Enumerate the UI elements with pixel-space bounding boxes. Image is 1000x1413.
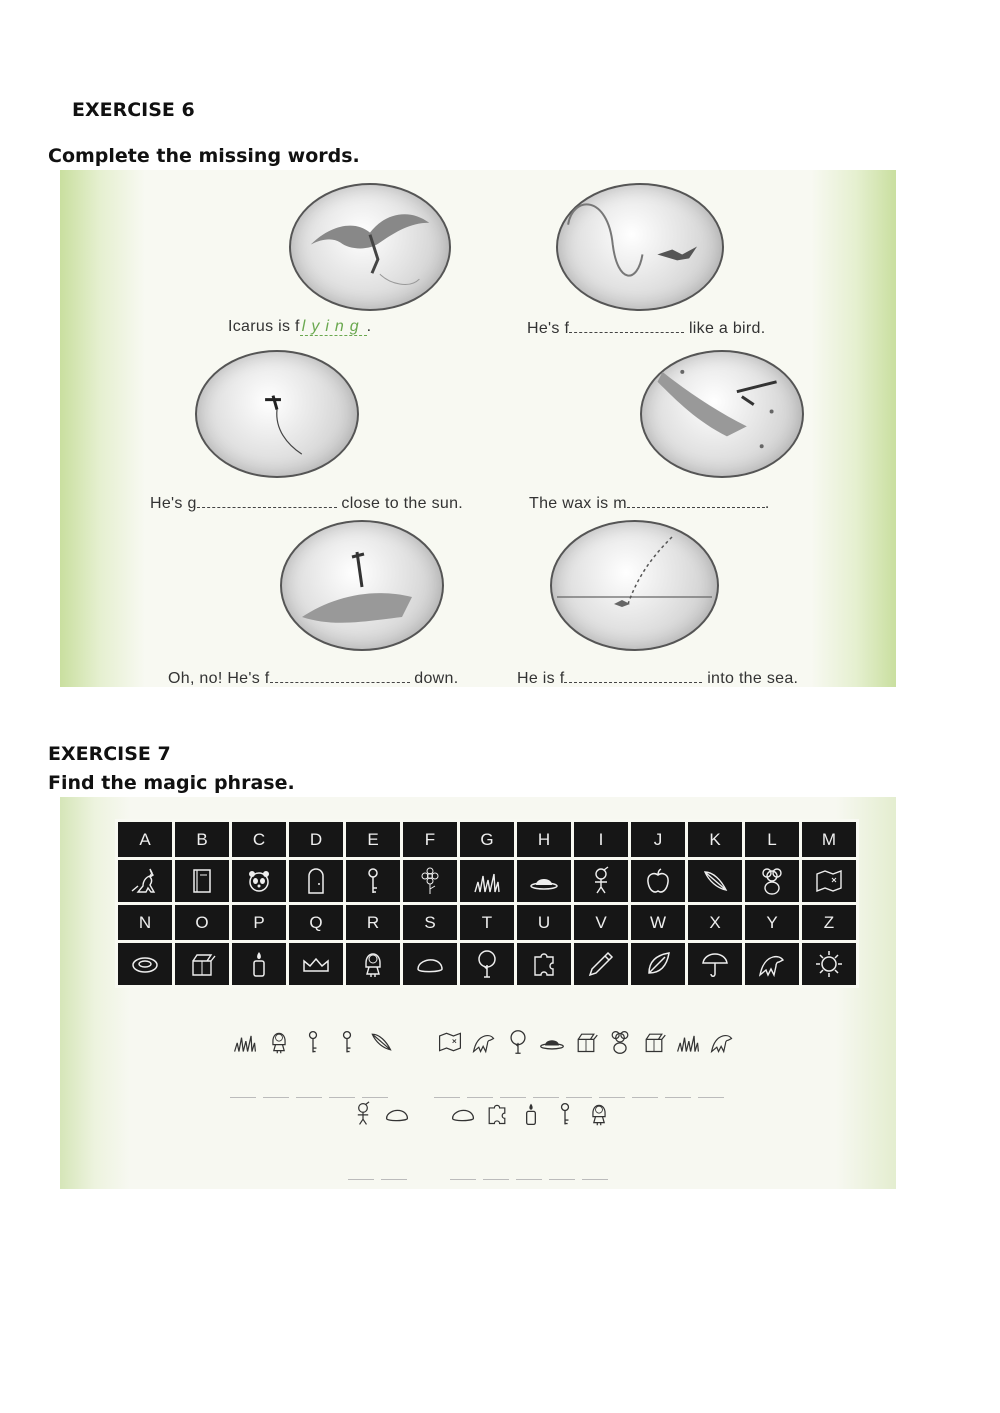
- letter-cell-t: T: [459, 904, 516, 942]
- symbol-cell: [345, 859, 402, 904]
- stone-icon: [450, 1099, 476, 1129]
- girl-icon: [266, 1027, 292, 1057]
- letter-cell-o: O: [174, 904, 231, 942]
- stone-icon: [384, 1099, 410, 1129]
- letter-cell-h: H: [516, 821, 573, 859]
- sentence-3-blank[interactable]: [197, 493, 337, 508]
- sentence-6: [517, 668, 798, 687]
- sentence-6-end: into the sea.: [702, 670, 799, 687]
- sentence-6-blank[interactable]: [564, 668, 702, 683]
- symbol-cell: [174, 942, 231, 987]
- sea-illustration: [550, 520, 719, 651]
- umbrella-icon: [700, 949, 730, 979]
- sentence-3: [150, 493, 463, 513]
- sun-flight-illustration: [195, 350, 359, 478]
- sentence-5-blank[interactable]: [270, 668, 410, 683]
- girl-icon: [358, 949, 388, 979]
- indian-icon: [586, 866, 616, 896]
- answer-blank[interactable]: [665, 1097, 691, 1098]
- symbol-cell: [516, 859, 573, 904]
- sentence-5-end: down.: [409, 670, 459, 687]
- symbol-cell: [801, 942, 858, 987]
- letter-cell-z: Z: [801, 904, 858, 942]
- answer-blank[interactable]: [450, 1179, 476, 1180]
- symbol-cell: [459, 942, 516, 987]
- answer-blank[interactable]: [549, 1179, 575, 1180]
- open-box-icon: [573, 1027, 599, 1057]
- answer-blank[interactable]: [263, 1097, 289, 1098]
- answer-blank[interactable]: [296, 1097, 322, 1098]
- sentence-1-answer[interactable]: lying: [301, 318, 365, 335]
- answer-blank[interactable]: [329, 1097, 355, 1098]
- symbol-cell: [630, 859, 687, 904]
- symbol-cell: [801, 859, 858, 904]
- letter-cell-p: P: [231, 904, 288, 942]
- code-word-4-blanks: [450, 1167, 615, 1185]
- eagle-icon: [471, 1027, 497, 1057]
- letter-cell-i: I: [573, 821, 630, 859]
- answer-blank[interactable]: [467, 1097, 493, 1098]
- hat-icon: [529, 866, 559, 896]
- symbol-cell: [459, 859, 516, 904]
- flower-icon: [415, 866, 445, 896]
- candle-icon: [244, 949, 274, 979]
- letter-cell-r: R: [345, 904, 402, 942]
- sentence-4: [529, 493, 770, 513]
- tree-icon: [505, 1027, 531, 1057]
- symbol-cell: [117, 942, 174, 987]
- bird-icon: [558, 185, 722, 309]
- letter-cell-l: L: [744, 821, 801, 859]
- cipher-alphabet-table: [115, 819, 859, 988]
- letter-cell-e: E: [345, 821, 402, 859]
- sentence-4-blank[interactable]: [627, 493, 765, 508]
- symbol-cell: [402, 859, 459, 904]
- sentence-6-start: He is f: [517, 670, 565, 687]
- book-icon: [187, 866, 217, 896]
- letter-cell-v: V: [573, 904, 630, 942]
- symbol-cell: [117, 859, 174, 904]
- icarus-flying-illustration: [289, 183, 451, 311]
- melting-wax-illustration: [640, 350, 804, 478]
- sun-icon: [814, 949, 844, 979]
- crown-icon: [301, 949, 331, 979]
- letter-cell-g: G: [459, 821, 516, 859]
- grass-icon: [472, 866, 502, 896]
- letter-cell-d: D: [288, 821, 345, 859]
- letter-cell-m: M: [801, 821, 858, 859]
- letter-cell-a: A: [117, 821, 174, 859]
- code-word-3: [350, 1099, 418, 1129]
- symbol-cell: [516, 942, 573, 987]
- exercise6-instruction: Complete the missing words.: [48, 145, 360, 167]
- letter-cell-f: F: [402, 821, 459, 859]
- feather-icon: [368, 1027, 394, 1057]
- grass-icon: [675, 1027, 701, 1057]
- letter-cell-w: W: [630, 904, 687, 942]
- koala-icon: [607, 1027, 633, 1057]
- sea-splash-icon: [552, 522, 717, 649]
- pencil-icon: [586, 949, 616, 979]
- key-icon: [300, 1027, 326, 1057]
- symbol-cell: [231, 859, 288, 904]
- puzzle-icon: [484, 1099, 510, 1129]
- door-icon: [301, 866, 331, 896]
- symbol-cell: [345, 942, 402, 987]
- letter-cell-q: Q: [288, 904, 345, 942]
- tree-icon: [472, 949, 502, 979]
- answer-blank[interactable]: [632, 1097, 658, 1098]
- letter-cell-x: X: [687, 904, 744, 942]
- sentence-2: [527, 318, 765, 338]
- answer-blank[interactable]: [381, 1179, 407, 1180]
- sentence-3-end: close to the sun.: [336, 495, 464, 512]
- symbol-cell: [231, 942, 288, 987]
- answer-blank[interactable]: [348, 1179, 374, 1180]
- kangaroo-icon: [130, 866, 160, 896]
- koala-icon: [757, 866, 787, 896]
- symbol-cell: [630, 942, 687, 987]
- open-box-icon: [187, 949, 217, 979]
- letter-cell-b: B: [174, 821, 231, 859]
- symbol-cell: [288, 859, 345, 904]
- open-box-icon: [641, 1027, 667, 1057]
- code-word-3-blanks: [348, 1167, 414, 1185]
- symbol-cell: [744, 859, 801, 904]
- indian-icon: [350, 1099, 376, 1129]
- letter-cell-u: U: [516, 904, 573, 942]
- key-icon: [358, 866, 388, 896]
- code-word-1: [232, 1027, 402, 1057]
- symbol-cell: [744, 942, 801, 987]
- exercise7-panel: [60, 797, 896, 1189]
- code-word-4: [450, 1099, 620, 1129]
- hat-icon: [539, 1027, 565, 1057]
- symbol-cell: [174, 859, 231, 904]
- answer-blank[interactable]: [362, 1097, 388, 1098]
- sentence-5: [168, 668, 458, 687]
- sentence-1: [228, 318, 371, 336]
- exercise7-instruction: Find the magic phrase.: [48, 772, 295, 794]
- leaf-icon: [643, 949, 673, 979]
- exercise6-panel: [60, 170, 896, 687]
- answer-blank[interactable]: [500, 1097, 526, 1098]
- eagle-icon: [757, 949, 787, 979]
- key-icon: [334, 1027, 360, 1057]
- answer-blank[interactable]: [434, 1097, 460, 1098]
- falling-illustration: [280, 520, 444, 651]
- symbol-cell: [402, 942, 459, 987]
- symbol-cell: [573, 942, 630, 987]
- falling-feathers-icon: [642, 352, 802, 476]
- symbol-cell: [573, 859, 630, 904]
- panda-icon: [244, 866, 274, 896]
- sentence-4-end: .: [764, 495, 770, 512]
- letter-cell-j: J: [630, 821, 687, 859]
- letter-cell-c: C: [231, 821, 288, 859]
- bird-sky-illustration: [556, 183, 724, 311]
- map-icon: [814, 866, 844, 896]
- sentence-1-end: .: [366, 318, 372, 335]
- grass-icon: [232, 1027, 258, 1057]
- map-icon: [437, 1027, 463, 1057]
- stone-icon: [415, 949, 445, 979]
- flying-wings-icon: [291, 185, 449, 309]
- letter-cell-n: N: [117, 904, 174, 942]
- falling-icarus-icon: [282, 522, 442, 649]
- answer-blank[interactable]: [698, 1097, 724, 1098]
- feather-icon: [700, 866, 730, 896]
- letter-cell-y: Y: [744, 904, 801, 942]
- code-word-2: [437, 1027, 743, 1057]
- key-icon: [552, 1099, 578, 1129]
- puzzle-icon: [529, 949, 559, 979]
- small-flyer-icon: [197, 352, 357, 476]
- sentence-2-blank[interactable]: [569, 318, 684, 333]
- symbol-cell: [687, 859, 744, 904]
- sentence-1-start: Icarus is f: [228, 318, 300, 335]
- answer-blank[interactable]: [599, 1097, 625, 1098]
- girl-icon: [586, 1099, 612, 1129]
- sentence-4-start: The wax is m: [529, 495, 627, 512]
- answer-blank[interactable]: [516, 1179, 542, 1180]
- apple-icon: [643, 866, 673, 896]
- answer-blank[interactable]: [582, 1179, 608, 1180]
- symbol-cell: [687, 942, 744, 987]
- candle-icon: [518, 1099, 544, 1129]
- exercise6-title: EXERCISE 6: [72, 99, 195, 121]
- letter-cell-s: S: [402, 904, 459, 942]
- sentence-2-start: He's f: [527, 320, 570, 337]
- answer-blank[interactable]: [533, 1097, 559, 1098]
- exercise7-title: EXERCISE 7: [48, 743, 171, 765]
- answer-blank[interactable]: [483, 1179, 509, 1180]
- nest-icon: [130, 949, 160, 979]
- sentence-5-start: Oh, no! He's f: [168, 670, 270, 687]
- answer-blank[interactable]: [566, 1097, 592, 1098]
- symbol-cell: [288, 942, 345, 987]
- letter-cell-k: K: [687, 821, 744, 859]
- sentence-2-end: like a bird.: [684, 320, 766, 337]
- sentence-3-start: He's g: [150, 495, 197, 512]
- answer-blank[interactable]: [230, 1097, 256, 1098]
- eagle-icon: [709, 1027, 735, 1057]
